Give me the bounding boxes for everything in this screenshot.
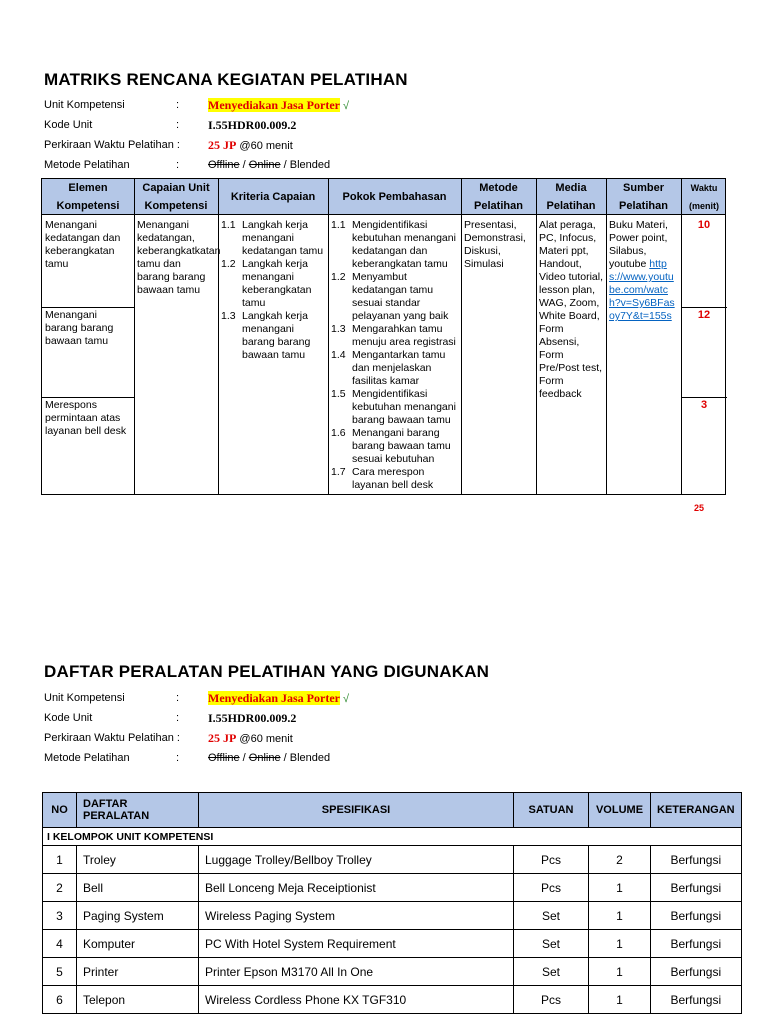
table-header-row bbox=[43, 793, 742, 828]
colon: : bbox=[176, 712, 180, 724]
header-spesifikasi: SPESIFIKASI bbox=[199, 793, 514, 828]
kriteria-list bbox=[218, 218, 328, 363]
header-media: Media Pelatihan bbox=[546, 182, 596, 212]
waktu-label: Perkiraan Waktu Pelatihan : bbox=[44, 732, 180, 744]
waktu-rest: @60 menit bbox=[239, 140, 293, 152]
pokok-item: 1.2 Menyambut kedatangan tamu sesuai standar pelayanan yang baik bbox=[331, 271, 449, 322]
kriteria-item: 1.2 Langkah kerja menangani keberangkatan tamu bbox=[221, 258, 312, 309]
header-pokok: Pokok Pembahasan bbox=[342, 191, 447, 203]
metode-offline: Offline bbox=[208, 159, 240, 171]
metode-online: Online bbox=[248, 752, 281, 764]
check-mark-icon: √ bbox=[342, 100, 350, 112]
kriteria-item: 1.3 Langkah kerja menangani barang barang bawaan tamu bbox=[221, 310, 311, 361]
elemen-2: Menangani barang barang bawaan tamu bbox=[45, 309, 114, 347]
kode-label: Kode Unit bbox=[44, 119, 93, 131]
waktu-label: Perkiraan Waktu Pelatihan : bbox=[44, 139, 180, 151]
waktu-total: 25 bbox=[694, 503, 705, 513]
header-volume: VOLUME bbox=[589, 793, 651, 828]
metode-label: Metode Pelatihan bbox=[44, 159, 130, 171]
table-row: 2 Bell Bell Lonceng Meja Receiptionist Pcs 1 Berfungsi bbox=[43, 874, 742, 902]
header-metode: Metode Pelatihan bbox=[474, 182, 523, 212]
sumber-text: Buku Materi, Power point, Silabus, youtube bbox=[609, 219, 668, 270]
kriteria-item: 1.1 Langkah kerja menangani kedatangan tamu bbox=[221, 219, 324, 257]
youtube-link[interactable]: https://www.youtube.com/watch?v=Sy6BFasoy7Y&t=155s bbox=[609, 258, 675, 322]
pokok-item: 1.6 Menangani barang barang bawaan tamu sesuai kebutuhan bbox=[331, 427, 451, 465]
pokok-item: 1.7 Cara merespon layanan bell desk bbox=[331, 466, 434, 491]
colon: : bbox=[176, 692, 180, 704]
capaian-text: Menangani kedatangan, keberangkatkatan tamu dan barang barang bawaan tamu bbox=[137, 219, 221, 296]
waktu-2: 12 bbox=[697, 309, 711, 321]
colon: : bbox=[176, 159, 180, 171]
check-mark-icon: √ bbox=[342, 693, 350, 705]
pokok-list bbox=[328, 218, 461, 493]
elemen-1: Menangani kedatangan dan keberangkatan tamu bbox=[45, 219, 121, 270]
header-elemen: Elemen Kompetensi bbox=[56, 182, 120, 212]
page-title: MATRIKS RENCANA KEGIATAN PELATIHAN bbox=[44, 70, 408, 89]
matrix-table bbox=[41, 178, 726, 495]
unit-value: Menyediakan Jasa Porter bbox=[208, 98, 340, 112]
waktu-3: 3 bbox=[700, 399, 708, 411]
kode-value: I.55HDR00.009.2 bbox=[208, 118, 297, 132]
group-label: I KELOMPOK UNIT KOMPETENSI bbox=[43, 828, 742, 846]
media-text: Alat peraga, PC, Infocus, Materi ppt, Handout, Video tutorial, lesson plan, WAG, Zoom, White Board, Form Absensi, Form Pre/Post test, Form feedback bbox=[539, 219, 604, 400]
unit-value: Menyediakan Jasa Porter bbox=[208, 691, 340, 705]
colon: : bbox=[176, 752, 180, 764]
colon: : bbox=[176, 99, 180, 111]
metode-blended: / Blended bbox=[280, 159, 331, 171]
table-row: 4 Komputer PC With Hotel System Requirement Set 1 Berfungsi bbox=[43, 930, 742, 958]
equipment-title: DAFTAR PERALATAN PELATIHAN YANG DIGUNAKAN bbox=[44, 662, 490, 681]
header-daftar: DAFTAR PERALATAN bbox=[77, 793, 199, 828]
unit-label: Unit Kompetensi bbox=[44, 99, 125, 111]
waktu-jp: 25 JP bbox=[208, 138, 237, 152]
unit-label: Unit Kompetensi bbox=[44, 692, 125, 704]
table-row: 5 Printer Printer Epson M3170 All In One Set 1 Berfungsi bbox=[43, 958, 742, 986]
header-waktu: Waktu (menit) bbox=[689, 183, 719, 211]
group-row bbox=[43, 828, 742, 846]
metode-text: Presentasi, Demonstrasi, Diskusi, Simulasi bbox=[464, 219, 526, 270]
pokok-item: 1.4 Mengantarkan tamu dan menjelaskan fasilitas kamar bbox=[331, 349, 446, 387]
kode-value: I.55HDR00.009.2 bbox=[208, 711, 297, 725]
table-row: 1 Troley Luggage Trolley/Bellboy Trolley Pcs 2 Berfungsi bbox=[43, 846, 742, 874]
metode-sep: / bbox=[239, 752, 249, 764]
metode-label: Metode Pelatihan bbox=[44, 752, 130, 764]
sumber-cell bbox=[606, 218, 681, 324]
header-keterangan: KETERANGAN bbox=[651, 793, 742, 828]
table-row: 3 Paging System Wireless Paging System Set 1 Berfungsi bbox=[43, 902, 742, 930]
kode-label: Kode Unit bbox=[44, 712, 93, 724]
pokok-item: 1.5 Mengidentifikasi kebutuhan menangani barang bawaan tamu bbox=[331, 388, 456, 426]
header-satuan: SATUAN bbox=[514, 793, 589, 828]
metode-blended: / Blended bbox=[280, 752, 331, 764]
metode-offline: Offline bbox=[208, 752, 240, 764]
waktu-1: 10 bbox=[697, 219, 711, 231]
header-sumber: Sumber Pelatihan bbox=[619, 182, 668, 212]
pokok-item: 1.3 Mengarahkan tamu menuju area registrasi bbox=[331, 323, 456, 348]
header-no: NO bbox=[43, 793, 77, 828]
header-capaian: Capaian Unit Kompetensi bbox=[142, 182, 210, 212]
header-kriteria: Kriteria Capaian bbox=[230, 191, 316, 203]
colon: : bbox=[176, 119, 180, 131]
metode-sep: / bbox=[239, 159, 249, 171]
table-row: 6 Telepon Wireless Cordless Phone KX TGF310 Pcs 1 Berfungsi bbox=[43, 986, 742, 1014]
waktu-rest: @60 menit bbox=[239, 733, 293, 745]
metode-online: Online bbox=[248, 159, 281, 171]
waktu-jp: 25 JP bbox=[208, 731, 237, 745]
pokok-item: 1.1 Mengidentifikasi kebutuhan menangani kedatangan dan keberangkatan tamu bbox=[331, 219, 456, 270]
equipment-table bbox=[42, 792, 742, 1014]
elemen-3: Merespons permintaan atas layanan bell desk bbox=[45, 399, 127, 437]
